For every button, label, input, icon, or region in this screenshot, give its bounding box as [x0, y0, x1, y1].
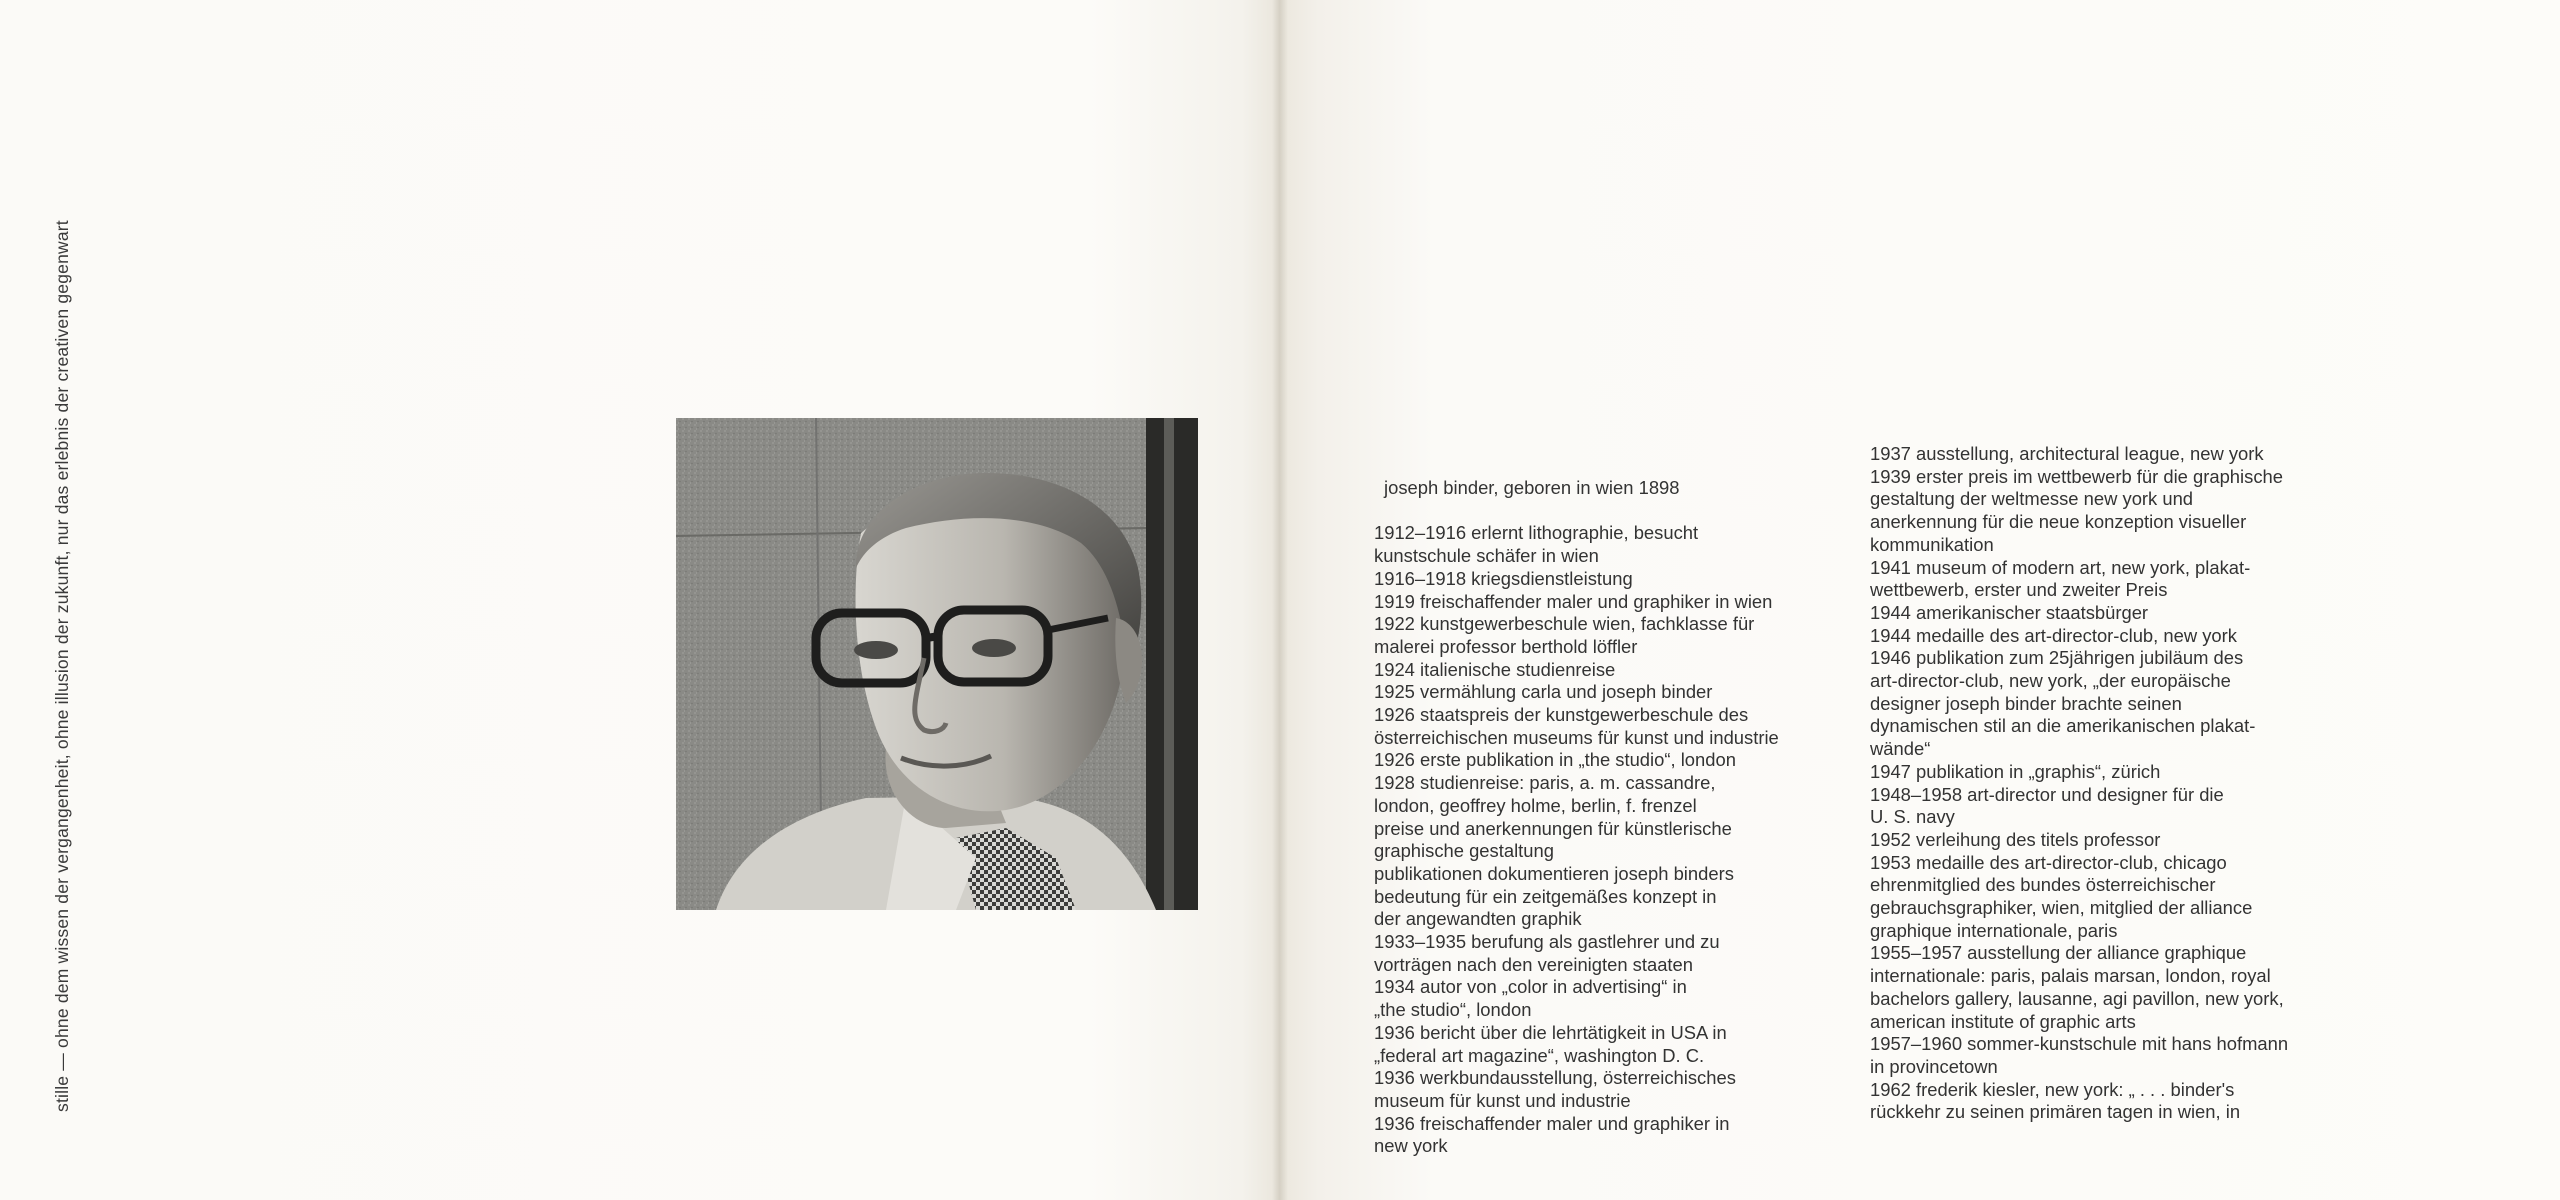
bio-line: 1962 frederik kiesler, new york: „ . . . binder's — [1870, 1078, 2235, 1100]
bio-line: 1919 freischaffender maler und graphiker in wien — [1374, 590, 1773, 612]
bio-line: graphische gestaltung — [1374, 840, 1554, 862]
bio-line: 1934 autor von „color in advertising“ in — [1374, 976, 1687, 998]
bio-line: 1946 publikation zum 25jährigen jubiläum des — [1870, 647, 2244, 669]
bio-line: 1952 verleihung des titels professor — [1870, 828, 2161, 850]
bio-line: kunstschule schäfer in wien — [1374, 545, 1599, 567]
bio-line: bedeutung für ein zeitgemäßes konzept in — [1374, 885, 1717, 907]
bio-line: american institute of graphic arts — [1870, 1010, 2136, 1032]
vertical-motto: stille — ohne dem wissen der vergangenheit, ohne illusion der zukunft, nur das erlebnis der creativen gegenwart — [52, 220, 72, 1112]
bio-line: 1933–1935 berufung als gastlehrer und zu — [1374, 931, 1720, 953]
bio-line: 1947 publikation in „graphis“, zürich — [1870, 760, 2161, 782]
bio-line: graphique internationale, paris — [1870, 919, 2118, 941]
bio-line: 1937 ausstellung, architectural league, new york — [1870, 443, 2264, 464]
bio-line: 1936 freischaffender maler und graphiker in — [1374, 1112, 1730, 1134]
bio-line: in provincetown — [1870, 1055, 1998, 1077]
bio-line: dynamischen stil an die amerikanischen plakat- — [1870, 715, 2256, 737]
bio-line: „the studio“, london — [1374, 999, 1532, 1021]
bio-line: 1924 italienische studienreise — [1374, 658, 1616, 680]
bio-line: 1926 erste publikation in „the studio“, london — [1374, 749, 1736, 771]
bio-line: wettbewerb, erster und zweiter Preis — [1870, 579, 2168, 601]
bio-line: 1955–1957 ausstellung der alliance graphique — [1870, 942, 2247, 964]
bio-line: 1928 studienreise: paris, a. m. cassandre, — [1374, 772, 1716, 794]
bio-line: 1939 erster preis im wettbewerb für die graphische — [1870, 465, 2283, 487]
bio-line: 1926 staatspreis der kunstgewerbeschule des — [1374, 704, 1749, 726]
bio-line: anerkennung für die neue konzeption visueller — [1870, 511, 2247, 533]
bio-line: U. S. navy — [1870, 806, 1955, 828]
bio-line: österreichischen museums für kunst und industrie — [1374, 726, 1779, 748]
bio-line: museum für kunst und industrie — [1374, 1089, 1631, 1111]
bio-line: ehrenmitglied des bundes österreichischer — [1870, 874, 2216, 896]
biography-heading: joseph binder, geboren in wien 1898 — [1384, 477, 1680, 498]
bio-line: „federal art magazine“, washington D. C. — [1374, 1044, 1705, 1066]
bio-line: 1944 medaille des art-director-club, new york — [1870, 624, 2237, 646]
bio-line: 1925 vermählung carla und joseph binder — [1374, 681, 1713, 703]
bio-line: rückkehr zu seinen primären tagen in wien, in — [1870, 1101, 2241, 1123]
bio-line: gestaltung der weltmesse new york und — [1870, 488, 2194, 510]
bio-line: art-director-club, new york, „der europäische — [1870, 670, 2231, 692]
bio-line: 1953 medaille des art-director-club, chicago — [1870, 851, 2227, 873]
bio-line: wände“ — [1870, 738, 1931, 760]
book-gutter — [1272, 0, 1288, 1200]
bio-line: new york — [1374, 1135, 1448, 1157]
bio-line: 1936 bericht über die lehrtätigkeit in USA in — [1374, 1021, 1727, 1043]
bio-line: preise und anerkennungen für künstlerische — [1374, 817, 1732, 839]
bio-line: internationale: paris, palais marsan, london, royal — [1870, 965, 2271, 987]
bio-line: 1941 museum of modern art, new york, plakat- — [1870, 556, 2251, 578]
bio-line: 1944 amerikanischer staatsbürger — [1870, 601, 2149, 623]
bio-line: malerei professor berthold löffler — [1374, 635, 1638, 657]
bio-line: 1948–1958 art-director und designer für die — [1870, 783, 2224, 805]
portrait-photo-icon — [676, 418, 1198, 910]
bio-line: 1916–1918 kriegsdienstleistung — [1374, 567, 1633, 589]
spacer — [1374, 500, 1854, 523]
bio-line: 1936 werkbundausstellung, österreichisches — [1374, 1067, 1736, 1089]
biography-left-column — [1374, 477, 1854, 1158]
bio-line: bachelors gallery, lausanne, agi pavillon, new york, — [1870, 987, 2284, 1009]
bio-line: 1957–1960 sommer-kunstschule mit hans hofmann — [1870, 1033, 2289, 1055]
bio-line: kommunikation — [1870, 533, 1994, 555]
bio-line: gebrauchsgraphiker, wien, mitglied der alliance — [1870, 897, 2253, 919]
biography-right-column — [1870, 443, 2350, 1124]
bio-line: 1912–1916 erlernt lithographie, besucht — [1374, 522, 1699, 544]
bio-line: london, geoffrey holme, berlin, f. frenzel — [1374, 794, 1697, 816]
bio-line: 1922 kunstgewerbeschule wien, fachklasse für — [1374, 613, 1755, 635]
bio-line: vorträgen nach den vereinigten staaten — [1374, 953, 1693, 975]
bio-line: designer joseph binder brachte seinen — [1870, 692, 2182, 714]
bio-line: der angewandten graphik — [1374, 908, 1582, 930]
bio-line: publikationen dokumentieren joseph binders — [1374, 862, 1734, 884]
